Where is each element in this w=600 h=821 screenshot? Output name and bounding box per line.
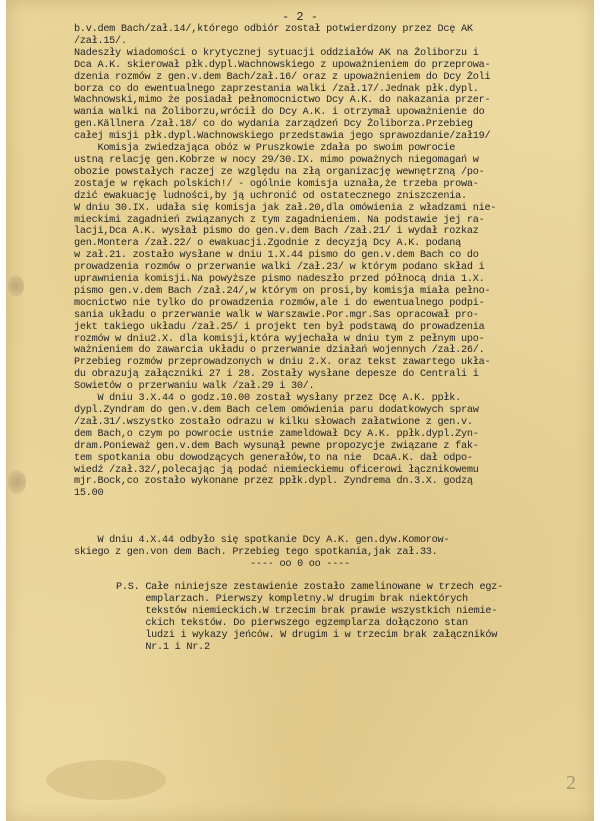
- section-separator: ---- oo 0 oo ----: [250, 559, 350, 570]
- paper-stain: [46, 760, 166, 800]
- meeting-paragraph: W dniu 4.X.44 odbyło się spotkanie Dcy A.K. gen.dyw.Komorow- skiego z gen.von dem Bach. Przebieg tego spotkania,jak zał.33.: [74, 535, 450, 558]
- postscript: P.S. Całe niniejsze zestawienie zostało zamelinowane w trzech egz- emplarzach. Pierwszy kompletny.W drugim brak niektórych tekstów niemieckich.W trzecim brak prawie wszystkich niemie- ckich tekstów. Do pierwszego egzemplarza dołączono stan ludzi i wykazy jeńców. W drugim i w trzecim brak załączników Nr.1 i Nr.2: [116, 582, 503, 653]
- corner-page-mark: 2: [566, 772, 576, 794]
- document-page: [6, 0, 594, 821]
- main-text: b.v.dem Bach/zał.14/,którego odbiór został potwierdzony przez Dcę AK /zał.15/. Nadeszły wiadomości o krytycznej sytuacji oddziałów AK na Żoliborzu i Dca A.K. skierował płk.dypl.Wachnowskiego z upoważnieniem do przeprowa- dzenia rozmów z gen.v.dem Bach/zał.16/ oraz z upoważnieniem do Dcy Żoli borza co do ewentualnego zaprzestania walki /zał.17/.Jednak płk.dypl. Wachnowski,mimo że posiadał pełnomocnictwo Dcy A.K. do nakazania przer- wania walki na Żoliborzu,wrócił do Dcy A.K. i otrzymał upoważnienie do gen.Källnera /zał.18/ co do wydania zarządzeń Dcy Żoliborza.Przebieg całej misji płk.dypl.Wachnowskiego przedstawia jego sprawozdanie/zał19/ Komisja zwiedzająca obóz w Pruszkowie zdała po swoim powrocie ustną relację gen.Kobrze w nocy 29/30.IX. mimo poważnych niegomagań w obozie powstałych raczej ze względu na złą organizację wewnętrzną /po- zostaje w rękach polskich!/ - ogólnie komisja uznała,że trzeba prowa- dzić ewakuację ludności,by ją uchronić od ostatecznego zniszczenia. W dniu 30.IX. udała się komisja jak zał.20,dla omówienia z władzami nie- mieckimi zagadnień związanych z tym zagadnieniem. Na podstawie jej ra- lacji,Dca A.K. wysłał pismo do gen.v.dem Bach /zał.21/ i wydał rozkaz gen.Montera /zał.22/ o ewakuacji.Zgodnie z decyzją Dcy A.K. podaną w zał.21. zostało wysłane w dniu 1.X.44 pismo do gen.v.dem Bach co do prowadzenia rozmów o przerwanie walki /zał.23/ w którym podano skład i uprawnienia komisji.Na powyższe pismo nadeszło przed północą dnia 1.X. pismo gen.v.dem Bach /zał.24/,w którym on prosi,by komisja miała pełno- mocnictwo nie tylko do prowadzenia rozmów,ale i do ewentualnego podpi- sania układu o przerwanie walk w Warszawie.Por.mgr.Sas opracował pro- jekt takiego układu /zał.25/ i projekt ten był podstawą do prowadzenia rozmów w dniu2.X. dla komisji,która wyjechała w dniu tym z pełnym upo- ważnieniem do zawarcia układu o przerwanie działań wojennych /zał.26/. Przebieg rozmów przeprowadzonych w dniu 2.X. oraz tekst zawartego ukła- du obrazują załączniki 27 i 28. Zostały wysłane depesze do Centrali i Sowietów o przerwaniu walk /zał.29 i 30/. W dniu 3.X.44 o godz.10.00 został wysłany przez Dcę A.K. ppłk. dypl.Zyndram do gen.v.dem Bach celem omówienia paru dodatkowych spraw /zał.31/.wszystko zostało odrazu w kilku słowach załatwione z gen.v. dem Bach,o czym po powrocie ustnie zameldował Dcy A.K. ppłk.dypl.Zyn- dram.Ponieważ gen.v.dem Bach wysunął pewne propozycje związane z fak- tem spotkania obu dowodzących generałów,to na nie DcaA.K. dał odpo- wiedź /zał.32/,polecając ją podać niemieckiemu oficerowi łącznikowemu mjr.Bock,co zostało wykonane przez ppłk.dypl. Zyndrema dn.3.X. godzą 15.00: [74, 24, 497, 500]
- page-number: - 2 -: [281, 10, 318, 24]
- punch-hole: [8, 470, 26, 494]
- punch-hole: [8, 275, 24, 297]
